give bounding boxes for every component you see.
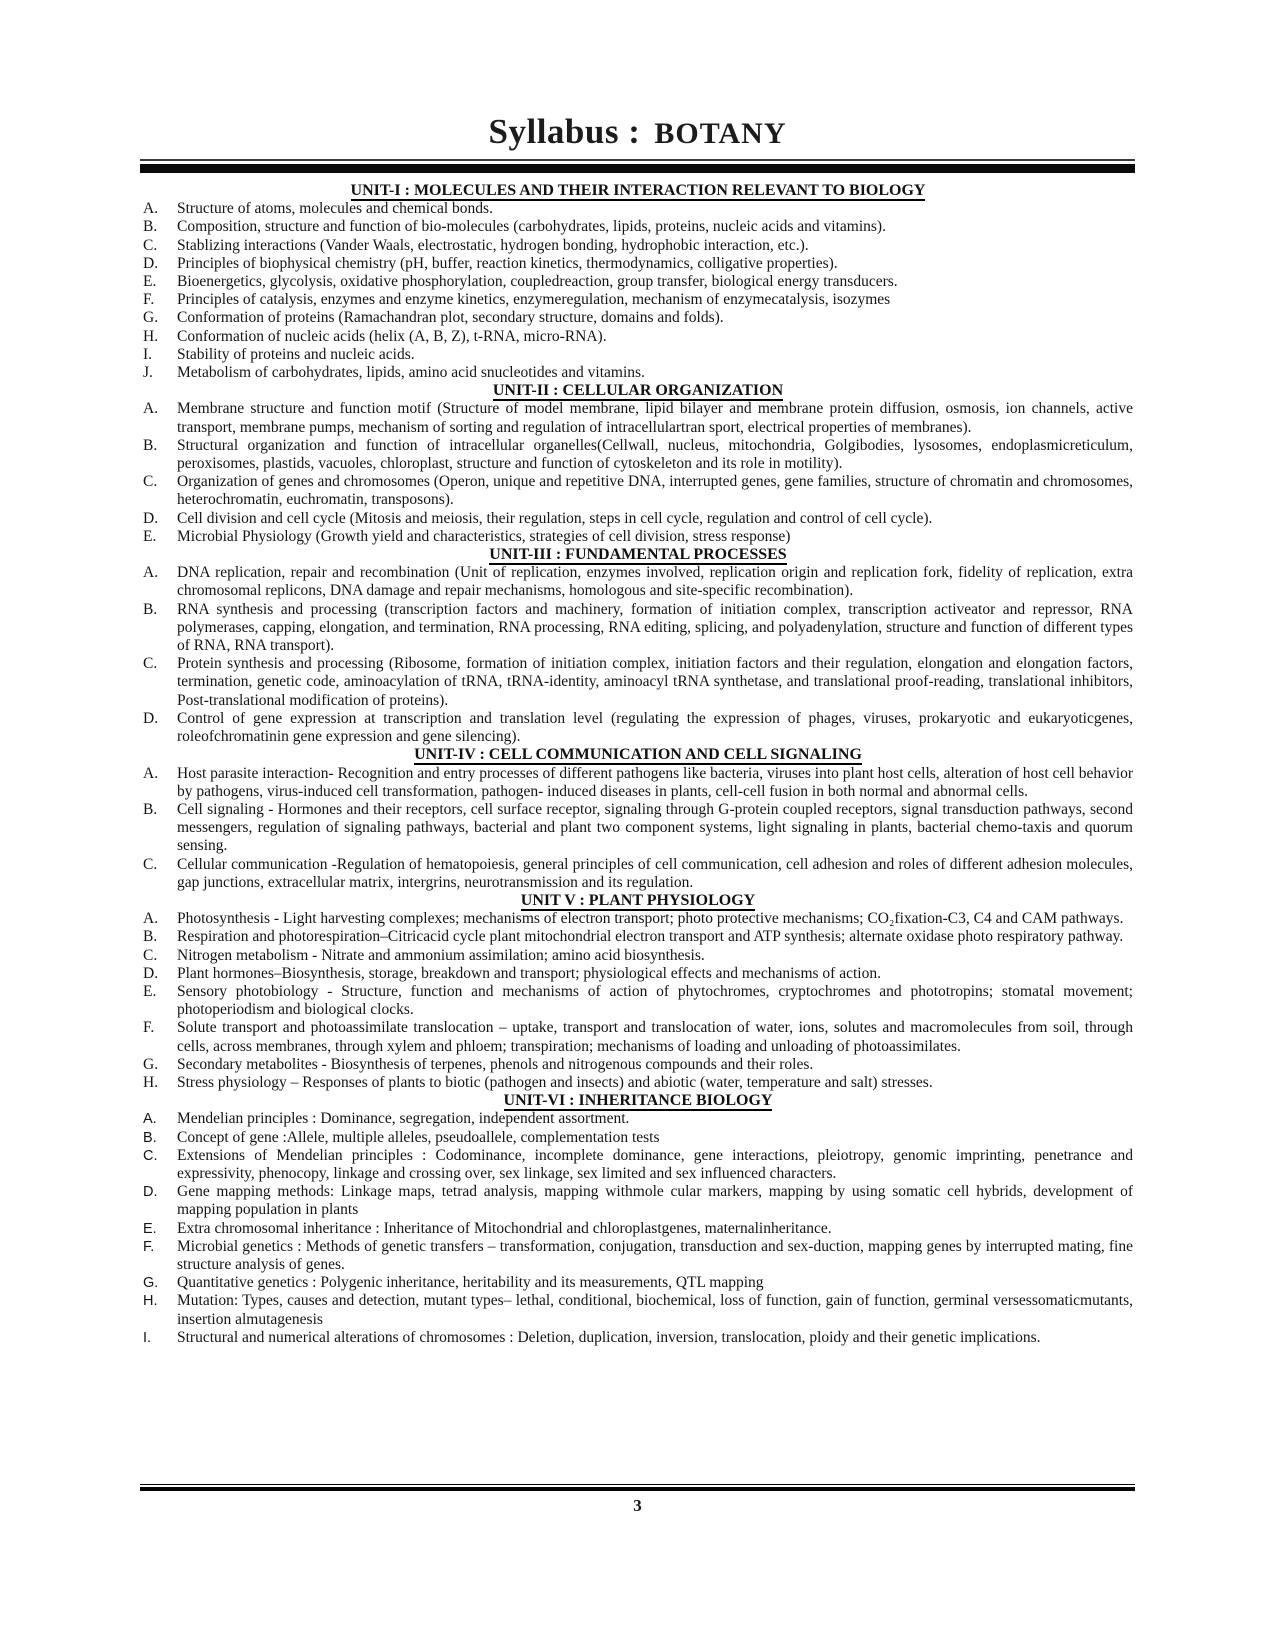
syllabus-item — [143, 1292, 1133, 1328]
unit-section — [143, 382, 1133, 546]
item-marker: F. — [143, 1238, 155, 1255]
syllabus-item — [143, 601, 1133, 656]
unit-heading-text: UNIT-III : FUNDAMENTAL PROCESSES — [489, 546, 787, 564]
item-text: Bioenergetics, glycolysis, oxidative phosphorylation, coupledreaction, group transfer, biological energy transducers. — [177, 273, 898, 291]
unit-heading — [143, 546, 1133, 564]
syllabus-item — [143, 346, 1133, 364]
syllabus-item — [143, 218, 1133, 236]
item-text: Microbial Physiology (Growth yield and characteristics, strategies of cell division, stress response) — [177, 527, 791, 545]
item-text: Gene mapping methods: Linkage maps, tetrad analysis, mapping withmole cular markers, mapping by using somatic cell hybrids, development of mapping population in plants — [177, 1183, 1133, 1219]
syllabus-content — [0, 182, 1275, 1347]
item-marker: A. — [143, 764, 159, 782]
item-marker: C. — [143, 236, 158, 254]
item-text: Nitrogen metabolism - Nitrate and ammonium assimilation; amino acid biosynthesis. — [177, 946, 705, 964]
syllabus-item — [143, 1238, 1133, 1274]
item-marker: D. — [143, 709, 159, 727]
footer-divider — [140, 1484, 1135, 1491]
syllabus-item — [143, 928, 1133, 946]
unit-heading — [143, 1092, 1133, 1110]
item-text: Composition, structure and function of bio-molecules (carbohydrates, lipids, proteins, nucleic acids and vitamins). — [177, 218, 886, 236]
item-text: Solute transport and photoassimilate translocation – uptake, transport and translocation of water, ions, solutes and macromolecules from soil, through cells, across membranes, through xylem and phloem; transpiration; mechanisms of loading and unloading of photoassimilates. — [177, 1019, 1133, 1055]
item-text: Microbial genetics : Methods of genetic transfers – transformation, conjugation, transduction and sex-duction, mapping genes by interrupted mating, fine structure analysis of genes. — [177, 1237, 1133, 1273]
item-marker: C. — [143, 855, 158, 873]
item-marker: A. — [143, 400, 159, 418]
item-text: Metabolism of carbohydrates, lipids, amino acid snucleotides and vitamins. — [177, 364, 645, 382]
title-prefix: Syllabus : — [488, 112, 641, 151]
syllabus-item — [143, 856, 1133, 892]
item-marker: G. — [143, 1055, 159, 1073]
item-marker: C. — [143, 946, 158, 964]
item-marker: F. — [143, 1019, 155, 1037]
item-text: Conformation of proteins (Ramachandran plot, secondary structure, domains and folds). — [177, 309, 724, 327]
item-text: Cell division and cell cycle (Mitosis and meiosis, their regulation, steps in cell cycle, regulation and control of cell cycle). — [177, 509, 933, 527]
syllabus-item — [143, 510, 1133, 528]
item-marker: D. — [143, 964, 159, 982]
unit-heading-text: UNIT-I : MOLECULES AND THEIR INTERACTION RELEVANT TO BIOLOGY — [350, 182, 926, 199]
syllabus-item — [143, 983, 1133, 1019]
item-marker: B. — [143, 928, 158, 946]
item-text: Conformation of nucleic acids (helix (A, B, Z), t-RNA, micro-RNA). — [177, 327, 607, 345]
item-marker: J. — [143, 364, 153, 382]
item-marker: H. — [143, 327, 159, 345]
item-marker: E. — [143, 527, 157, 545]
syllabus-item — [143, 473, 1133, 509]
unit-heading-text: UNIT V : PLANT PHYSIOLOGY — [520, 891, 756, 909]
item-text: Extra chromosomal inheritance : Inheritance of Mitochondrial and chloroplastgenes, maternalinheritance. — [177, 1219, 832, 1237]
item-text: Principles of catalysis, enzymes and enzyme kinetics, enzymeregulation, mechanism of enzymecatalysis, isozymes — [177, 291, 891, 309]
syllabus-item — [143, 1329, 1133, 1347]
item-marker: A. — [143, 564, 159, 582]
item-marker: C. — [143, 1147, 158, 1164]
syllabus-item — [143, 1110, 1133, 1128]
item-text: Secondary metabolites - Biosynthesis of terpenes, phenols and nitrogenous compounds and their roles. — [177, 1055, 814, 1073]
item-marker: E. — [143, 1220, 157, 1237]
syllabus-item — [143, 291, 1133, 309]
syllabus-item — [143, 1183, 1133, 1219]
syllabus-item — [143, 801, 1133, 856]
item-text: Stablizing interactions (Vander Waals, electrostatic, hydrogen bonding, hydrophobic interaction, etc.). — [177, 236, 809, 254]
title-divider-thick-rule — [140, 164, 1135, 173]
item-marker: G. — [143, 1275, 159, 1292]
item-marker: G. — [143, 309, 159, 327]
item-text: Photosynthesis - Light harvesting complexes; mechanisms of electron transport; photo protective mechanisms; CO₂fixation-C3, C4 and CAM pathways. — [177, 910, 1124, 928]
syllabus-item — [143, 255, 1133, 273]
title-divider-thin-rule — [140, 159, 1135, 161]
syllabus-item — [143, 364, 1133, 382]
item-text: Cell signaling - Hormones and their receptors, cell surface receptor, signaling through G-protein coupled receptors, signal transduction pathways, second messengers, regulation of signaling pathways, bacterial and plant two component systems, light signaling in plants, bacterial chemo-taxis and quorum sensing. — [177, 800, 1133, 855]
item-marker: B. — [143, 800, 158, 818]
item-text: RNA synthesis and processing (transcription factors and machinery, formation of initiation complex, transcription activeator and repressor, RNA polymerases, capping, elongation, and termination, RNA processing, RNA editing, splicing, and polyadenylation, structure and function of different types of RNA, RNA transport). — [177, 600, 1133, 655]
item-marker: E. — [143, 273, 157, 291]
unit-section — [143, 746, 1133, 892]
item-text: Quantitative genetics : Polygenic inheritance, heritability and its measurements, QTL mapping — [177, 1274, 764, 1292]
item-text: Structural organization and function of intracellular organelles(Cellwall, nucleus, mitochondria, Golgibodies, lysosomes, endoplasmicreticulum, peroxisomes, plastids, vacuoles, chloroplast, structure and function of cytoskeleton and its role in motility). — [177, 436, 1133, 473]
syllabus-item — [143, 309, 1133, 327]
item-text: DNA replication, repair and recombination (Unit of replication, enzymes involved, replication origin and replication fork, fidelity of replication, extra chromosomal replicons, DNA damage and repair mechanisms, homologous and site-specific recombination). — [177, 564, 1133, 600]
item-text: Respiration and photorespiration–Citricacid cycle plant mitochondrial electron transport and ATP synthesis; alternate oxidase photo respiratory pathway. — [177, 928, 1124, 946]
item-marker: B. — [143, 218, 158, 236]
item-marker: D. — [143, 1184, 158, 1201]
item-text: Cellular communication -Regulation of hematopoiesis, general principles of cell communication, cell adhesion and roles of different adhesion molecules, gap junctions, extracellular matrix, intergrins, neurotransmission and its regulation. — [177, 855, 1133, 891]
unit-heading — [143, 182, 1133, 200]
item-text: Structural and numerical alterations of chromosomes : Deletion, duplication, inversion, translocation, ploidy and their genetic implications. — [177, 1328, 1041, 1346]
item-marker: D. — [143, 254, 159, 272]
syllabus-item — [143, 655, 1133, 710]
item-marker: C. — [143, 473, 158, 491]
syllabus-item — [143, 200, 1133, 218]
syllabus-item — [143, 765, 1133, 801]
item-text: Plant hormones–Biosynthesis, storage, breakdown and transport; physiological effects and mechanisms of action. — [177, 964, 881, 982]
item-marker: A. — [143, 200, 159, 218]
title-divider — [140, 159, 1135, 173]
unit-heading-text: UNIT-II : CELLULAR ORGANIZATION — [492, 382, 784, 400]
syllabus-item — [143, 400, 1133, 436]
unit-section — [143, 546, 1133, 746]
item-text: Stability of proteins and nucleic acids. — [177, 345, 415, 363]
syllabus-item — [143, 1129, 1133, 1147]
item-text: Concept of gene :Allele, multiple alleles, pseudoallele, complementation tests — [177, 1128, 660, 1146]
item-text: Control of gene expression at transcription and translation level (regulating the expression of phages, viruses, prokaryotic and eukaryoticgenes, roleofchromatinin gene expression and gene silencing). — [177, 709, 1133, 746]
syllabus-item — [143, 273, 1133, 291]
item-marker: H. — [143, 1293, 158, 1310]
unit-heading — [143, 892, 1133, 910]
syllabus-item — [143, 1147, 1133, 1183]
item-marker: C. — [143, 655, 158, 673]
item-marker: B. — [143, 600, 158, 618]
syllabus-item — [143, 328, 1133, 346]
item-marker: H. — [143, 1073, 159, 1091]
syllabus-item — [143, 437, 1133, 473]
item-marker: I. — [143, 345, 153, 363]
item-marker: E. — [143, 982, 157, 1000]
item-marker: A. — [143, 1111, 157, 1128]
syllabus-item — [143, 1074, 1133, 1092]
unit-section — [143, 1092, 1133, 1347]
syllabus-item — [143, 237, 1133, 255]
item-marker: A. — [143, 910, 159, 928]
syllabus-item — [143, 965, 1133, 983]
syllabus-item — [143, 1019, 1133, 1055]
page-title — [0, 0, 1275, 152]
item-text: Mutation: Types, causes and detection, mutant types– lethal, conditional, biochemical, loss of function, gain of function, germinal versessomaticmutants, insertion almutagenesis — [177, 1292, 1133, 1328]
syllabus-item — [143, 1220, 1133, 1238]
unit-heading-text: UNIT-IV : CELL COMMUNICATION AND CELL SIGNALING — [414, 746, 862, 764]
unit-heading — [143, 382, 1133, 400]
syllabus-item — [143, 1056, 1133, 1074]
item-text: Host parasite interaction- Recognition and entry processes of different pathogens like bacteria, viruses into plant host cells, alteration of host cell behavior by pathogens, virus-induced cell transformation, pathogen- induced diseases in plants, cell-cell fusion in both normal and abnormal cells. — [177, 764, 1133, 800]
syllabus-item — [143, 564, 1133, 600]
item-text: Organization of genes and chromosomes (Operon, unique and repetitive DNA, interrupted genes, gene families, structure of chromatin and chromosomes, heterochromatin, euchromatin, transposons). — [177, 473, 1133, 509]
footer-divider-thick-rule — [140, 1487, 1135, 1491]
item-text: Principles of biophysical chemistry (pH, buffer, reaction kinetics, thermodynamics, colligative properties). — [177, 254, 838, 272]
unit-section — [143, 892, 1133, 1092]
item-text: Sensory photobiology - Structure, function and mechanisms of action of phytochromes, cryptochromes and phototropins; stomatal movement; photoperiodism and biological clocks. — [177, 982, 1133, 1019]
title-subject: BOTANY — [654, 117, 787, 150]
item-text: Structure of atoms, molecules and chemical bonds. — [177, 200, 493, 218]
item-marker: B. — [143, 436, 158, 454]
item-text: Stress physiology – Responses of plants to biotic (pathogen and insects) and abiotic (water, temperature and salt) stresses. — [177, 1073, 933, 1091]
item-marker: I. — [143, 1329, 152, 1346]
footer-divider-thin-rule — [140, 1484, 1135, 1485]
syllabus-item — [143, 528, 1133, 546]
syllabus-item — [143, 947, 1133, 965]
item-text: Membrane structure and function motif (Structure of model membrane, lipid bilayer and membrane protein diffusion, osmosis, ion channels, active transport, membrane pumps, mechanism of sorting and regulation of intracellulartran sport, electrical properties of membranes). — [177, 400, 1133, 436]
syllabus-item — [143, 910, 1133, 928]
syllabus-item — [143, 710, 1133, 746]
unit-section — [143, 182, 1133, 382]
page-number: 3 — [633, 1496, 642, 1515]
syllabus-item — [143, 1274, 1133, 1292]
unit-heading-text: UNIT-VI : INHERITANCE BIOLOGY — [503, 1092, 773, 1110]
item-marker: B. — [143, 1129, 157, 1146]
item-text: Extensions of Mendelian principles : Codominance, incomplete dominance, gene interactions, pleiotropy, genomic imprinting, penetrance and expressivity, phenocopy, linkage and crossing over, sex linkage, sex limited and sex influenced characters. — [177, 1146, 1133, 1182]
unit-heading — [143, 746, 1133, 764]
item-marker: D. — [143, 509, 159, 527]
item-text: Mendelian principles : Dominance, segregation, independent assortment. — [177, 1110, 630, 1128]
item-text: Protein synthesis and processing (Ribosome, formation of initiation complex, initiation factors and their regulation, elongation and elongation factors, termination, genetic code, aminoacylation of tRNA, tRNA-identity, aminoacyl tRNA synthetase, and translational proof-reading, translational inhibitors, Post-translational modification of proteins). — [177, 655, 1133, 709]
item-marker: F. — [143, 291, 155, 309]
